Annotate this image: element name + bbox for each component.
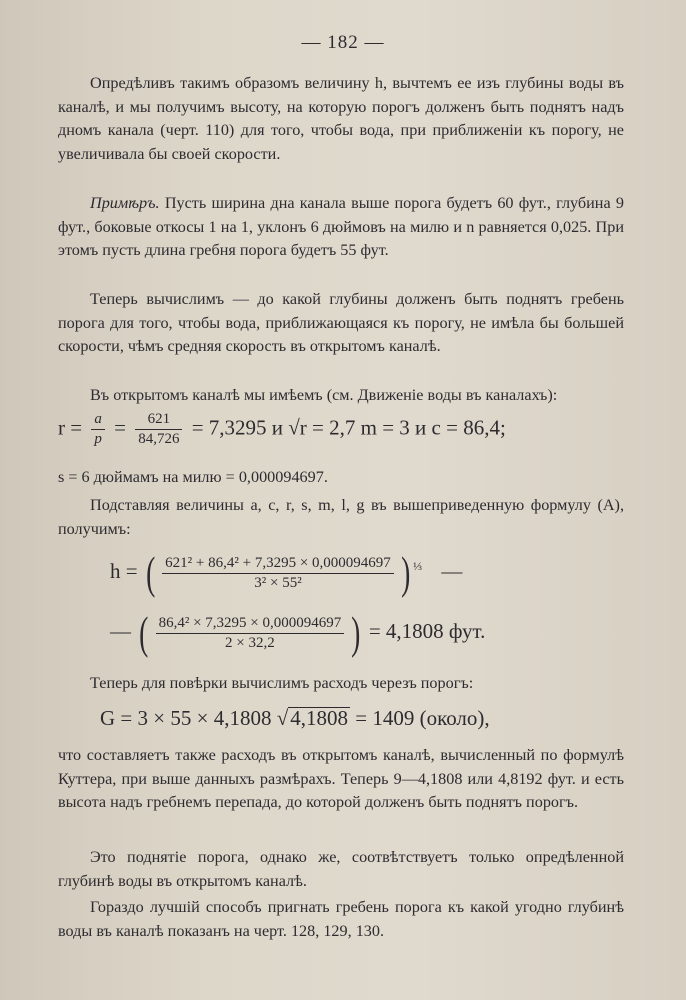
paragraph-8: что составляетъ также расходъ въ открытомъ каналѣ, вычисленный по формулѣ Куттера, при выше данныхъ размѣрахъ. Теперь 9—4,1808 или 4,8192 фут. и есть высота надъ гребнемъ перепада, до которой долженъ быть поднятъ порогъ. [58,746,624,812]
formula-G-result: = 1409 (около), [355,706,490,730]
paragraph-5: s = 6 дюймамъ на милю = 0,000094697. [58,468,328,486]
paragraph-7: Теперь для повѣрки вычислимъ расходъ черезъ порогъ: [90,674,474,692]
page-number: — 182 — [301,32,385,53]
formula-r-eq: = [114,415,126,440]
paragraph-10: Гораздо лучшiй способъ пригнать гребень порога къ какой угодно глубинѣ воды въ каналѣ показанъ на черт. 128, 129, 130. [58,898,624,940]
paragraph-4: Въ открытомъ каналѣ мы имѣемъ (см. Движенiе воды въ каналахъ): [90,386,558,404]
fraction-second-numerator: 86,4² × 7,3295 × 0,000094697 [156,614,345,634]
paragraph-1: Опредѣливъ такимъ образомъ величину h, вычтемъ ее изъ глубины воды въ каналѣ, и мы получимъ высоту, на которую порогъ долженъ быть поднятъ надъ дномъ канала (черт. 110) для того, чтобы вода, при приближенiи къ порогу, не увеличивала бы своей скорости. [58,74,624,163]
right-paren: ) [400,547,411,598]
fraction-621-denominator: 84,726 [138,431,180,447]
paragraph-example [58,192,624,263]
formula-G-lhs: G = 3 × 55 × 4,1808 √ [100,706,289,730]
fraction-second [156,614,345,653]
fraction-621-numerator: 621 [135,410,182,430]
formula-second-term [110,607,486,658]
formula-second-result: = 4,1808 фут. [368,618,486,643]
left-paren-2: ( [139,607,149,658]
paragraph-3: Теперь вычислимъ — до какой глубины долженъ быть поднятъ гребень порога для того, чтобы вода, приближающаяся къ порогу, не имѣла бы большей скорости, чѣмъ средняя скорость въ открытомъ каналѣ. [58,290,624,356]
formula-h [110,547,463,598]
formula-G [100,706,490,731]
fraction-a-p-denominator: p [94,431,102,447]
fraction-second-denominator: 2 × 32,2 [225,634,275,651]
example-label: Примѣръ. [90,194,160,212]
fraction-a-p-numerator: a [91,410,105,430]
right-paren-2: ) [351,607,361,658]
formula-r-lhs: r = [58,415,83,440]
example-text: Пусть ширина дна канала выше порога будетъ 60 фут., глубина 9 фут., боковые откосы 1 на 1, уклонъ 6 дюймовъ на милю и n равняется 0,025. При этомъ пусть длина гребня порога будетъ 55 фут. [58,194,624,260]
formula-r-rest: = 7,3295 и √r = 2,7 m = 3 и c = 86,4; [191,415,506,440]
fraction-h-denominator: 3² × 55² [254,574,302,591]
fraction-a-p [91,410,105,449]
formula-r [58,410,506,449]
formula-h-tail: — [441,558,463,583]
fraction-621 [135,410,182,449]
formula-h-exponent: ⅓ [413,558,423,573]
formula-G-radicand: 4,1808 [290,706,348,730]
fraction-h-numerator: 621² + 86,4² + 7,3295 × 0,000094697 [162,554,394,574]
fraction-h [162,554,394,593]
formula-second-lead: — [110,618,131,643]
formula-h-lhs: h = [110,558,138,583]
paragraph-6: Подставляя величины a, c, r, s, m, l, g въ вышеприведенную формулу (A), получимъ: [58,496,624,538]
paragraph-9: Это поднятiе порога, однако же, соотвѣтствуетъ только опредѣленной глубинѣ воды въ открытомъ каналѣ. [58,848,624,890]
left-paren: ( [145,547,156,598]
